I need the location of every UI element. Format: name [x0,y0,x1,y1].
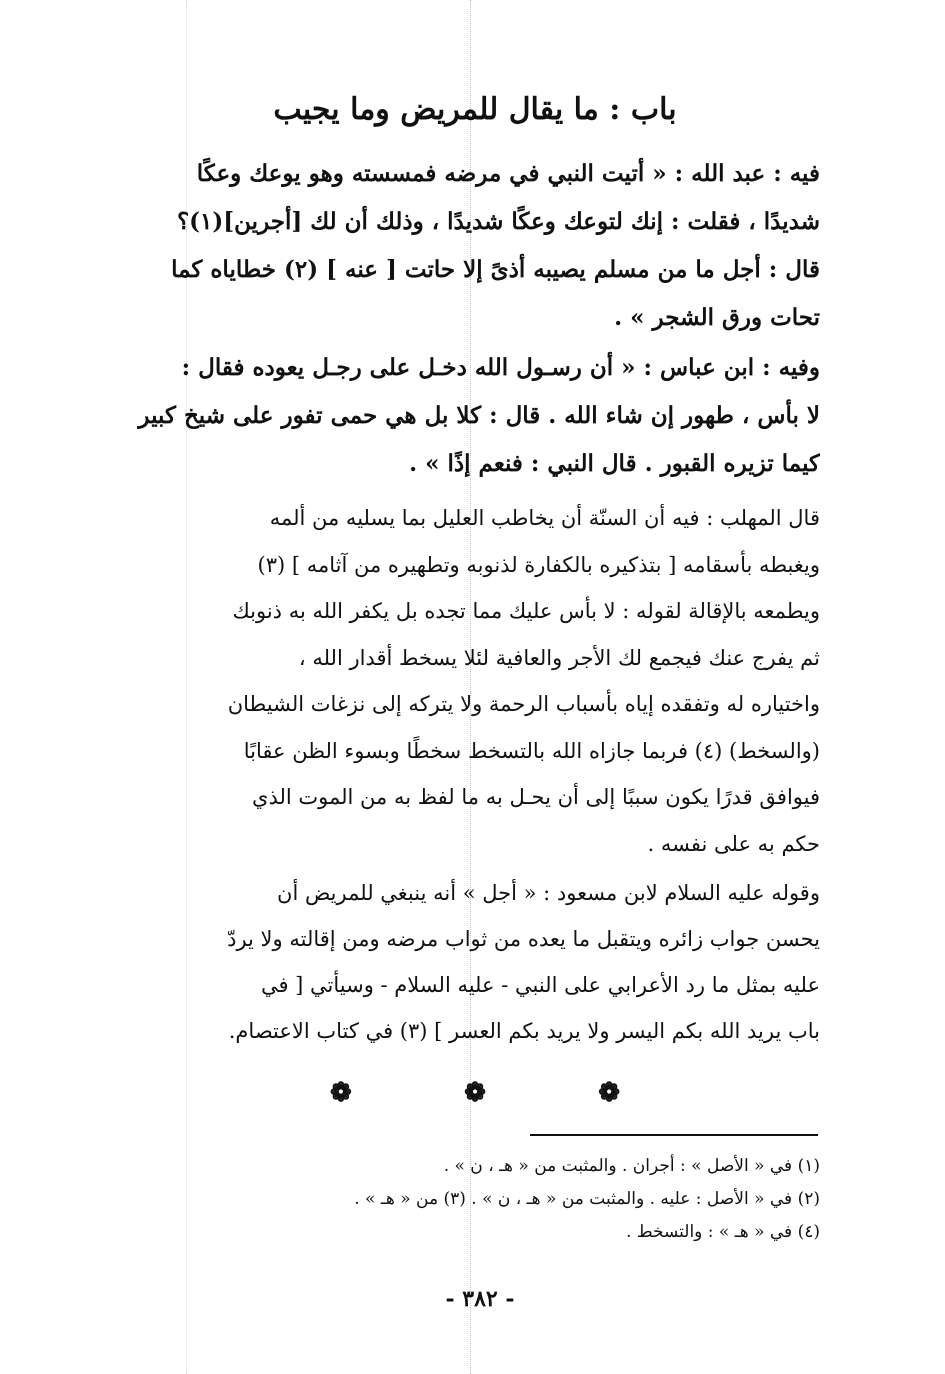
text-line: كيما تزيره القبور . قال النبي : فنعم إذًا » . [409,450,820,477]
text-line: فيه : عبد الله : « أتيت النبي في مرضه فمسسته وهو يوعك وعكًا [196,160,820,187]
star-ornament-icon: ❁ [598,1078,620,1108]
text-line: ثم يفرج عنك فيجمع لك الأجر والعافية لئلا يسخط أقدار الله ، [298,645,820,670]
footnote: (١) في « الأصل » : أجران . والمثبت من « هـ ، ن » . [443,1156,820,1176]
text-line: ويغبطه بأسقامه [ بتذكيره بالكفارة لذنوبه وتطهيره من آثامه ] (٣) [257,552,820,577]
text-line: حكم به على نفسه . [647,831,820,856]
paragraph-hadith-abdullah [130,150,820,342]
page-number: - ٣٨٢ - [445,1286,515,1312]
text-line: قال : أجل ما من مسلم يصيبه أذىً إلا حاتت [ عنه ] (٢) خطاياه كما [171,256,820,283]
section-separator [330,1078,620,1108]
paragraph-commentary-ibn-masud [130,870,820,1054]
text-line: عليه بمثل ما رد الأعرابي على النبي - عليه السلام - وسيأتي [ في [260,973,820,997]
paragraph-hadith-ibn-abbas [130,344,820,488]
footnote: (٤) في « هـ » : والتسخط . [626,1222,820,1242]
text-line: تحات ورق الشجر » . [614,304,820,331]
text-line: وقوله عليه السلام لابن مسعود : « أجل » أنه ينبغي للمريض أن [277,881,820,905]
paragraph-commentary-muhallab [130,495,820,867]
text-line: (والسخط) (٤) فربما جازاه الله بالتسخط سخطًا وبسوء الظن عقابًا [243,738,820,763]
text-line: ويطمعه بالإقالة لقوله : لا بأس عليك مما تجده بل يكفر الله به ذنوبك [232,599,820,623]
text-line: واختياره له وتفقده إياه بأسباب الرحمة ولا يتركه إلى نزغات الشيطان [227,692,820,716]
text-line: باب يريد الله بكم اليسر ولا يريد بكم العسر ] (٣) في كتاب الاعتصام. [228,1019,820,1043]
footnotes [150,1150,820,1249]
chapter-title: باب : ما يقال للمريض وما يجيب [273,92,677,127]
footnote: (٢) في « الأصل : عليه . والمثبت من « هـ ، ن » . (٣) من « هـ » . [354,1189,820,1209]
star-ornament-icon: ❁ [464,1078,486,1108]
star-ornament-icon: ❁ [330,1078,352,1108]
text-line: يحسن جواب زائره ويتقبل ما يعده من ثواب مرضه ومن إقالته ولا يردّ [227,927,820,951]
text-line: شديدًا ، فقلت : إنك لتوعك وعكًا شديدًا ، وذلك أن لك [أجرين](١)؟ [176,208,820,235]
footnote-divider [530,1134,818,1136]
text-line: لا بأس ، طهور إن شاء الله . قال : كلا بل هي حمى تفور على شيخ كبير [138,402,820,429]
text-line: فيوافق قدرًا يكون سببًا إلى أن يحـل به ما لفظ به من الموت الذي [252,785,820,809]
text-line: وفيه : ابن عباس : « أن رسـول الله دخـل على رجـل يعوده فقال : [181,354,820,381]
text-line: قال المهلب : فيه أن السنّة أن يخاطب العليل بما يسليه من ألمه [269,506,820,530]
